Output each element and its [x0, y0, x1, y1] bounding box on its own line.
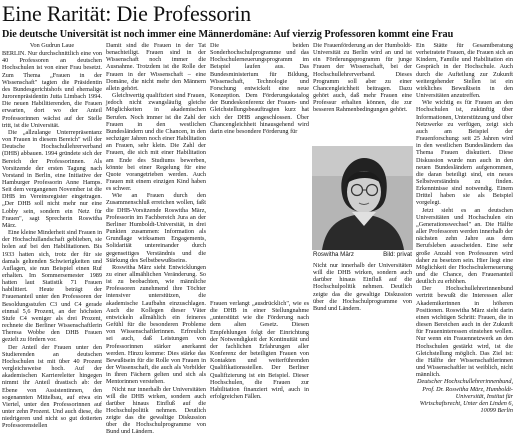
paragraph: Nicht nur innerhalb der Universitäten will die DHB wirken, sondern auch darüber hinaus Einfluß auf die Hochschulpolitik nehmen. Deutlich zeigte das die gewaltige Diskussion über die Hochschulprogramme von Bund und Ländern. [106, 385, 206, 436]
column-5 [416, 42, 513, 414]
contact-address: Deutscher Hochschullehrerinnenbund, Prof. Dr. Roswitha März, Humboldt-Universität, Institut für Wirtschaftsrecht, Unter den Linden 6, 10099 Berlin [417, 378, 513, 414]
paragraph: Wie an Frauen durch den Zusammenschluß erreichen wollen, faßt die DHB-Vorsitzende Roswitha März, Professorin im Fachbereich Jura an der Berliner Humboldt-Universität, in drei Punkten zusammen: Information als Grundlage wirksamen Engagements, Solidarität untereinander durch gegenseitiges Verständnis und die Stärkung des Selbstbewußtseins. [106, 192, 206, 264]
paragraph: Die „allzulange Unterrepräsentanz von Frauen in diesem Bereich" will der Deutsche Hochschullehrerverband (DHB) abbauen. 1994 gründete sich der Bereich der Professorinnen. Als Vorsitzende der ersten Tagung nach Vorstand in Berlin, eine Initiative der Hamburger Professorin Anne Hamps. Seit dem vergangenen November ist die DHB im Vereinsregister eingetragen. „Der DHB soll nicht mehr nur eine Lobby sein, sondern ein Netz für Frauen", sagt Sprecherin Roswitha März. [2, 128, 102, 229]
paragraph: Die beiden Sonderhochschulprogramme und das Hochschulerneuerungsprogramm im Beispiel laufen aus. Das Bundesministerium für Bildung, Wissenschaft, Technologie und Forschung entwickelt eine neue Konzeption. Dem Förderungskatalog der Bundeskonferenz der Frauen- und Gleichstellungsbeauftragten kurz hat sich der DHB angeschlossen. Über Chancengleichheit hinausgehend wird darin eine besondere Förderung für [210, 42, 309, 135]
paragraph: Nicht nur innerhalb der Universitäten will die DHB wirken, sondern auch darüber hinaus Einfluß auf die Hochschulpolitik nehmen. Deutlich zeigte das die gewaltige Diskussion über die Hochschulprogramme von Bund und Ländern. [313, 262, 412, 312]
column-4-top [313, 42, 412, 142]
paragraph: BERLIN. Nur durchschnittlich eine von 40 Professoren an deutschen Hochschulen ist von einer Frau besetzt. Zum Thema „Frauen in der Wissenschaft" tagten die Präsidentin des Bundesgerichtshofs und ehemalige Jurorenpräsidentin Jutta Limbach 1994. Die neuen Habilitierenden, die Frauen erwarten, dort wo der Anteil Professorinnen wächst auf der Stelle tritt, ist die Universität. [2, 50, 102, 129]
caption-name: Roswitha März [313, 251, 354, 258]
byline: Von Gudrun Laue [29, 42, 75, 49]
paragraph: Damit sind die Frauen in der Tat benachteiligt. Frauen sind in der Wissenschaft noch immer die Ausnahme. Trotzdem ist die Rolle der Frauen in der Wissenschaft – eine Domäne, die nicht mehr den Männern allein gehört. [106, 42, 206, 92]
column-3-bottom [210, 300, 309, 404]
paragraph: Frauen verlangt „ausdrücklich", wie es die DHB in einer Stellungnahme „unterstützt wie die Förderung nach dem alten Gesetz. Diesen Empfehlungen folgt der Einrichtung der Notwendigkeit der Kontinuität und der fachlichen Erfahrungen aller Konferenz der beteiligten Frauen von Kontakten und weiterführenden Qualifikationsstellen. Der Berliner Qualifizierung ist ein Beispiel. Dieser Hochschulen, die Frauen zur Habilitation finanziert wird, auch in erfolgreichen Fällen. [210, 300, 309, 401]
paragraph: Ein Stätte für Gesamtberatung verheiratete Frauen, die Frauen sich an Kindern, Familie und Habilitation ein Gespräch in der Hochschule. Auch durch die Aufteilung zur Zukunft weitergehender Stellen ist ein wirkliches Bewußtsein in den Universitäten anzutreffen. [416, 42, 513, 100]
portrait-photo [312, 146, 413, 250]
paragraph: Der Hochschullehrerinnenbund vertritt bewußt die Interessen aller Akademikerinnen in höheren Positionen. Roswitha März sieht darin einen wichtigen Schritt: Frauen, die in diesen Bereichen auch in der Zukunft für Fraueninteressen einstehen wollen. Nur wenn ein Frauennetzwerk an den Hochschulen gestärkt wird, ist die Gleichstellung möglich. Das Ziel ist: die Hälfte der Wissenschaftlerinnen und Wissenschaftler ist weiblich, nicht männlich. [416, 285, 513, 379]
paragraph: Eine kleine Minderheit sind Frauen in der Hochschullandschaft geblieben, sie holen auf bei den Habilitationen. Bis 1933 hatten sich, trotz der für sie damals geltenden Schwierigkeiten und Auflagen, sie nun Beispiel einen Ruf erhalten. Im Sommersemester 1989 hatten laut Statistik 71 Frauen habilitiert. Heute beträgt der Frauenanteil unter den Professoren der Besoldungsstufen C3 und C4 gerade einmal 5,6 Prozent, an der höchsten Stufe C4 weniger als drei Prozent, rechnete die Berliner Wissenschaftlerin Theresa Wobbe den DHB Frauen gezielt zu fördern vor. [2, 229, 102, 344]
paragraph: Roswitha März sieht Entwicklungen zu einer allmählichen Veränderung. So ist zu beobachten, wie männliche Professoren zunehmend ihre Töchter intensiver unterstützen, die akademische Laufbahn einzuschlagen. Auch die Kollegen dieser Väter entwickeln allmählich ein feineres Gefühl für die besonderen Probleme von Wissenschaftlerinnen. Erfreulich sei auch, daß Leistungen von Professorinnen stärker anerkannt werden. Hinzu komme: Dies stärke das Bewußtsein für die Rolle von Frauen in der Wissenschaft, die auch als Vorbilder in ihren Fächern gelten und sich als Mentorinnen verstehen. [106, 263, 206, 386]
article-subheadline: Die deutsche Universität ist noch immer eine Männerdomäne: Auf vierzig Professoren kommt eine Frau [2, 29, 454, 40]
paragraph: Der Anteil der Frauen unter den Studierenden an deutschen Hochschulen ist mit über 40 Prozent vergleichsweise hoch. Auf der akademischen Karriereleiter hingegen nimmt ihr Anteil drastisch ab: der Ebene von Assistentinnen, den sogenannten Mittelbau, auf etwa ein Viertel, unter den Professorinnen auf unter zehn Prozent. Und auch diese, die niedrigeren und nicht so gut dotierten Professorenstellen [2, 343, 102, 430]
column-3-top [210, 42, 309, 142]
paragraph: Gleichwertig qualifiziert sind Frauen, jedoch nicht zwangsläufig gleiche Möglichkeiten in akademischen Berufen. Noch immer ist die Zahl der Frauen in den westlichen Bundesländern und die Chancen, in den sechziger Jahren noch einer Habilitation an Frauen, sehr klein. Die Zahl der Frauen, die sich mit einer Habilitation am Ende des Studiums bewerben, könnte bei einer Regelung für eine Quote vorangetrieben werden. Auch Frauen mit einem einzigen Kind haben es schwer. [106, 92, 206, 193]
portrait-image [312, 146, 413, 250]
column-4-bottom [313, 262, 412, 404]
column-2 [106, 42, 206, 436]
paragraph: Wie wichtig es für Frauen an den Hochschulen ist, zukünftig über Informationen, Unterstützung und über Netzwerke zu verfügen, zeigt sich auch am Beispiel der Frauenforschung: seit 25 Jahren wird in den westlichen Bundesländern das Thema Frauen diskutiert. Diese Diskussion wurde nun auch in den neuen Bundesländern aufgenommen, die daran beteiligt sind, ein neues Selbstverständnis zu finden. Erkenntnisse sind notwendig. Einem Drittel haben sie als Beispiel vorgelegt. [416, 99, 513, 207]
column-1 [2, 42, 102, 430]
photo-caption [313, 251, 412, 258]
photo-credit: Bild: privat [383, 251, 412, 258]
paragraph: Die Frauenförderung an der Humboldt-Universität zu Berlin wird an und ist ein Förderungsprogramm für junge Frauen der Wissenschaft, bei der Hochschullehrerverband. Dieses Programm soll aber zu einer Chancengleichheit beitragen. Dazu gehört auch, daß mehr Frauen eine Professur erhalten können, die zur besseren Rahmenbedingungen gehört. [313, 42, 412, 114]
paragraph: Jetzt sieht es an deutschen Universitäten und Hochschulen ein „Generationswechsel" an. Die Hälfte aller Professoren werden innerhalb der nächsten zehn Jahre aus dem Berufsleben ausscheiden. Eine sehr große Anzahl von Professuren wird daher zu besetzen sein. Hier liegt eine Möglichkeit der Hochschulerneuerung und die Chance, den Frauenanteil deutlich zu erhöhen. [416, 206, 513, 286]
article-headline: Eine Rarität: Die Professorin [2, 1, 251, 26]
